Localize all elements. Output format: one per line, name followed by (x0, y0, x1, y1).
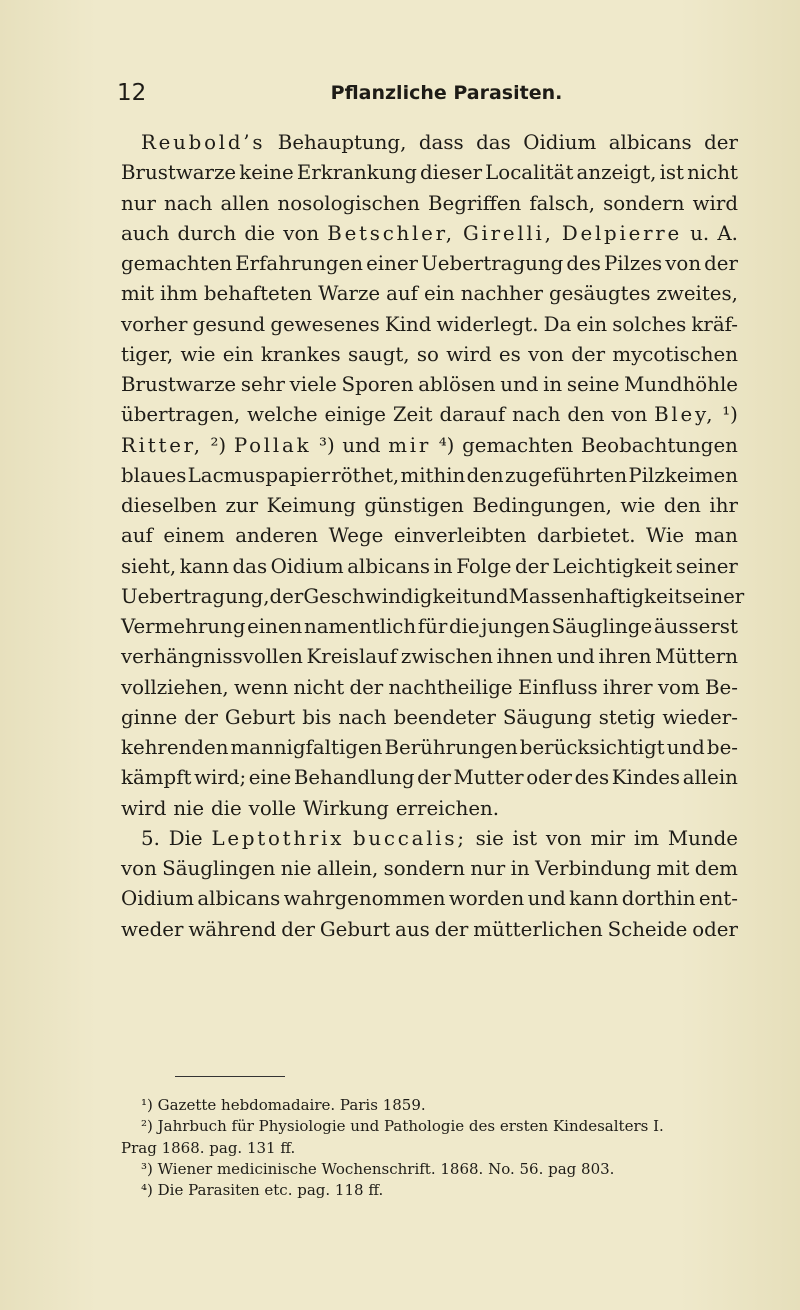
word: das (476, 131, 511, 154)
word: volle (248, 796, 297, 820)
word: Oidium (523, 131, 597, 154)
word: mir (388, 433, 432, 457)
word: krankes (260, 342, 341, 366)
word: Localität (485, 161, 574, 185)
word: Bedingungen, (472, 494, 612, 517)
text-line (121, 824, 738, 854)
footnote-1: ¹) Gazette hebdomadaire. Paris 1859. (141, 1096, 426, 1114)
word: Uebertragung, (121, 584, 270, 608)
word: allein (682, 766, 738, 790)
text-line (121, 128, 738, 158)
word: der (349, 675, 384, 699)
word: röthet, (331, 463, 400, 487)
word: Bley, (654, 403, 716, 427)
word: des (574, 766, 610, 790)
word: der (434, 917, 469, 941)
word: ihm (160, 282, 198, 306)
word: 5. (141, 826, 160, 850)
text-line (121, 612, 738, 642)
word: dieselben (121, 494, 217, 517)
word: ihnen (496, 645, 553, 669)
word: Geschwindigkeit (303, 584, 471, 608)
word: jungen (481, 615, 551, 638)
word: stetig (598, 705, 656, 729)
text-line (121, 673, 738, 703)
word: dem (694, 857, 738, 880)
word: der (269, 584, 304, 608)
word: darauf (439, 403, 506, 427)
word: Reubold’s (141, 131, 266, 154)
word: kehrenden (121, 736, 229, 759)
word: Behauptung, (277, 131, 407, 154)
word: einer (366, 252, 418, 275)
word: Oidium (270, 554, 344, 578)
word: Behandlung (293, 766, 415, 790)
word: Einfluss (517, 675, 598, 699)
page-number: 12 (117, 80, 147, 106)
word: seiner (682, 584, 745, 608)
word: einige (324, 403, 386, 427)
word: ablösen (418, 373, 496, 396)
word: günstigen (364, 494, 464, 517)
text-line (121, 884, 738, 914)
word: Scheide (607, 917, 688, 941)
word: nach (512, 403, 561, 427)
footnotes (121, 1095, 738, 1201)
footnote-2: ²) Jahrbuch für Physiologie und Pathologie des ersten Kindesalters I. (141, 1117, 664, 1136)
word: kann (179, 554, 229, 578)
word: Brustwarze (121, 161, 237, 185)
text-line (121, 854, 738, 884)
word: Leptothrix (211, 826, 345, 850)
word: in (433, 554, 453, 578)
text-line (121, 703, 738, 733)
word: von (611, 403, 648, 427)
word: einem (163, 524, 225, 548)
word: gemachten (462, 433, 574, 457)
word: Zeit (392, 403, 433, 427)
word: einen (247, 615, 303, 638)
word: albicans (608, 131, 692, 154)
word: behafteten (203, 282, 313, 306)
word: mithin (400, 463, 466, 487)
word: die (211, 796, 242, 820)
text-line (121, 763, 738, 793)
word: Erkrankung (296, 161, 417, 185)
word: A. (717, 221, 738, 245)
word: von (121, 857, 157, 880)
word: zwischen (400, 645, 493, 669)
word: Uebertragung (421, 252, 564, 275)
word: Säuglingen (162, 857, 276, 880)
word: Kind (384, 312, 432, 336)
word: wieder- (662, 705, 738, 729)
word: von (528, 342, 564, 366)
word: nosologischen (277, 191, 420, 215)
word: sehr (240, 373, 285, 396)
word: nachtheilige (388, 675, 513, 699)
word: wie (180, 342, 216, 366)
word: Brustwarze (121, 373, 237, 396)
word: in (510, 857, 530, 880)
word: sondern (383, 857, 465, 880)
word: nicht (293, 675, 345, 699)
word: sieht, (121, 554, 177, 578)
running-title: Pflanzliche Parasiten. (330, 82, 563, 104)
word: nach (338, 705, 387, 729)
word: der (704, 131, 738, 154)
word: ent- (698, 887, 738, 911)
word: Wege (328, 524, 384, 548)
word: nie (280, 857, 312, 880)
word: albicans (197, 887, 281, 911)
word: Folge (456, 554, 512, 578)
word: übertragen, (121, 403, 241, 427)
word: so (416, 342, 439, 366)
word: verhängnissvollen (121, 645, 303, 669)
word: und (342, 433, 381, 457)
word: Geburt (319, 917, 391, 941)
word: Wie (646, 524, 685, 548)
word: wird (692, 191, 738, 215)
word: Mundhöhle (624, 373, 738, 396)
word: kann (569, 887, 619, 911)
word: der (571, 342, 606, 366)
word: gesäugtes (548, 282, 651, 306)
text-line (121, 915, 738, 945)
word: vollziehen, (121, 675, 229, 699)
word: sondern (603, 191, 685, 215)
word: Lacmuspapier (187, 463, 330, 487)
word: mannigfaltigen (230, 736, 383, 759)
word: beendeter (393, 705, 496, 729)
word: ein (423, 282, 455, 306)
word: Sporen (341, 373, 414, 396)
word: des (566, 252, 601, 275)
word: Ritter, (121, 433, 203, 457)
word: falsch, (529, 191, 596, 215)
word: Wirkung (303, 796, 389, 820)
word: vom (657, 675, 700, 699)
word: und (470, 584, 509, 608)
text-line (121, 279, 738, 309)
word: mir (590, 826, 626, 850)
word: nur (470, 857, 506, 880)
word: dieser (420, 161, 483, 185)
word: dass (418, 131, 464, 154)
word: Massenhaftigkeit (508, 584, 683, 608)
word: albicans (347, 554, 431, 578)
word: den (567, 403, 605, 427)
word: weder (121, 917, 184, 941)
word: die (244, 221, 276, 245)
word: der (515, 554, 549, 578)
word: wird; (194, 766, 247, 790)
word: und (666, 736, 705, 759)
word: Vermehrung (121, 615, 246, 638)
word: Leichtigkeit (552, 554, 673, 578)
text-line (121, 431, 738, 461)
word: sie (475, 826, 504, 850)
word: ⁴) (438, 433, 455, 457)
word: nicht (687, 161, 738, 185)
word: Müttern (655, 645, 738, 669)
word: seine (566, 373, 620, 396)
word: Geburt (224, 705, 296, 729)
word: und (556, 645, 595, 669)
word: man (694, 524, 738, 548)
word: blaues (121, 463, 187, 487)
text-line (121, 370, 738, 400)
footnote-3: ³) Wiener medicinische Wochenschrift. 1868. No. 56. pag 803. (141, 1159, 615, 1178)
word: wie (620, 494, 656, 517)
word: welche (247, 403, 318, 427)
word: wird (446, 342, 492, 366)
word: mit (656, 857, 690, 880)
word: im (633, 826, 659, 850)
word: nachher (460, 282, 543, 306)
word: kräf- (691, 312, 738, 336)
word: Mutter (453, 766, 524, 790)
word: Erfahrungen (235, 252, 363, 275)
word: von (283, 221, 320, 245)
word: be- (706, 736, 738, 759)
page-header (117, 80, 736, 120)
text-line (121, 582, 745, 612)
text-line (121, 521, 738, 551)
word: eine (248, 766, 292, 790)
footnote-4: ⁴) Die Parasiten etc. pag. 118 ff. (141, 1181, 384, 1200)
word: durch (177, 221, 237, 245)
word: Betschler, (327, 221, 455, 245)
word: Munde (667, 826, 738, 850)
word: den (663, 494, 701, 517)
word: äusserst (653, 615, 738, 638)
word: bis (302, 705, 332, 729)
word: der (184, 705, 218, 729)
word: von (545, 826, 582, 850)
word: ihrer (602, 675, 653, 699)
word: wahrgenommen (283, 887, 446, 911)
word: zugeführten (504, 463, 628, 487)
word: ginne (121, 705, 178, 729)
word: der (281, 917, 316, 941)
word: die (448, 615, 480, 638)
text-line (121, 158, 738, 188)
word: es (498, 342, 521, 366)
text-line (121, 642, 738, 672)
word: Kreislauf (306, 645, 398, 669)
word: auf (386, 282, 418, 306)
word: Säugung (502, 705, 592, 729)
word: u. (690, 221, 710, 245)
word: und (527, 887, 566, 911)
word: Die (168, 826, 203, 850)
text-line (121, 733, 738, 763)
word: oder (526, 766, 572, 790)
word: nur (121, 191, 156, 215)
body-text (121, 128, 745, 945)
text-line (121, 310, 738, 340)
word: keine (239, 161, 294, 185)
word: Beobachtungen (580, 433, 738, 457)
word: mütterlichen (473, 917, 603, 941)
word: Berührungen (384, 736, 518, 759)
word: einverleibten (393, 524, 527, 548)
word: kämpft (121, 766, 192, 790)
word: namentlich (303, 615, 417, 638)
word: aus (395, 917, 430, 941)
word: den (466, 463, 504, 487)
text-line (121, 400, 738, 430)
word: ist (512, 826, 538, 850)
word: auch (121, 221, 170, 245)
word: gesund (192, 312, 266, 336)
footnote-2-continuation: Prag 1868. pag. 131 ff. (121, 1138, 296, 1157)
word: zweites, (656, 282, 738, 306)
word: widerlegt. (436, 312, 539, 336)
text-line (121, 461, 738, 491)
word: während (188, 917, 277, 941)
word: für (417, 615, 448, 638)
word: Kindes (611, 766, 681, 790)
word: Oidium (121, 887, 195, 911)
word: auf (121, 524, 153, 548)
text-line (121, 491, 738, 521)
word: Delpierre (561, 221, 682, 245)
word: gemachten (121, 252, 233, 275)
word: viele (289, 373, 337, 396)
text-line (121, 794, 738, 824)
word: ¹) (722, 403, 738, 427)
word: anderen (235, 524, 319, 548)
word: darbietet. (536, 524, 636, 548)
text-line (121, 552, 738, 582)
word: zur (225, 494, 259, 517)
word: tiger, (121, 342, 174, 366)
word: wenn (233, 675, 289, 699)
word: gewesenes (270, 312, 380, 336)
text-line (121, 340, 738, 370)
word: Pilzes (603, 252, 663, 275)
word: berücksichtigt (519, 736, 665, 759)
word: allen (220, 191, 270, 215)
word: ²) (210, 433, 227, 457)
word: worden (448, 887, 525, 911)
word: oder (692, 917, 738, 941)
word: ein (222, 342, 254, 366)
word: mycotischen (612, 342, 738, 366)
word: dorthin (621, 887, 696, 911)
text-line (121, 249, 738, 279)
word: der (704, 252, 738, 275)
word: solches (612, 312, 687, 336)
word: ³) (319, 433, 335, 457)
word: mit (121, 282, 155, 306)
word: ihr (709, 494, 738, 517)
word: Pilzkeimen (628, 463, 738, 487)
word: Pollak (233, 433, 312, 457)
word: Keimung (266, 494, 356, 517)
text-line (121, 189, 738, 219)
word: nach (164, 191, 213, 215)
word: seiner (675, 554, 738, 578)
word: Verbindung (534, 857, 652, 880)
word: vorher (121, 312, 188, 336)
word: Begriffen (428, 191, 522, 215)
word: ist (659, 161, 684, 185)
word: der (417, 766, 451, 790)
word: anzeigt, (576, 161, 657, 185)
word: Da (543, 312, 572, 336)
word: Säuglinge (551, 615, 653, 638)
word: buccalis; (352, 826, 467, 850)
word: das (232, 554, 268, 578)
word: und (500, 373, 539, 396)
word: Be- (704, 675, 738, 699)
word: ihren (598, 645, 652, 669)
word: in (543, 373, 563, 396)
word: Warze (318, 282, 381, 306)
word: allein, (316, 857, 379, 880)
word: Girelli, (462, 221, 554, 245)
footnote-rule (175, 1076, 285, 1077)
word: wird (121, 796, 167, 820)
word: erreichen. (395, 796, 500, 820)
text-line (121, 219, 738, 249)
word: ein (576, 312, 608, 336)
word: saugt, (347, 342, 410, 366)
word: nie (173, 796, 205, 820)
word: von (665, 252, 702, 275)
